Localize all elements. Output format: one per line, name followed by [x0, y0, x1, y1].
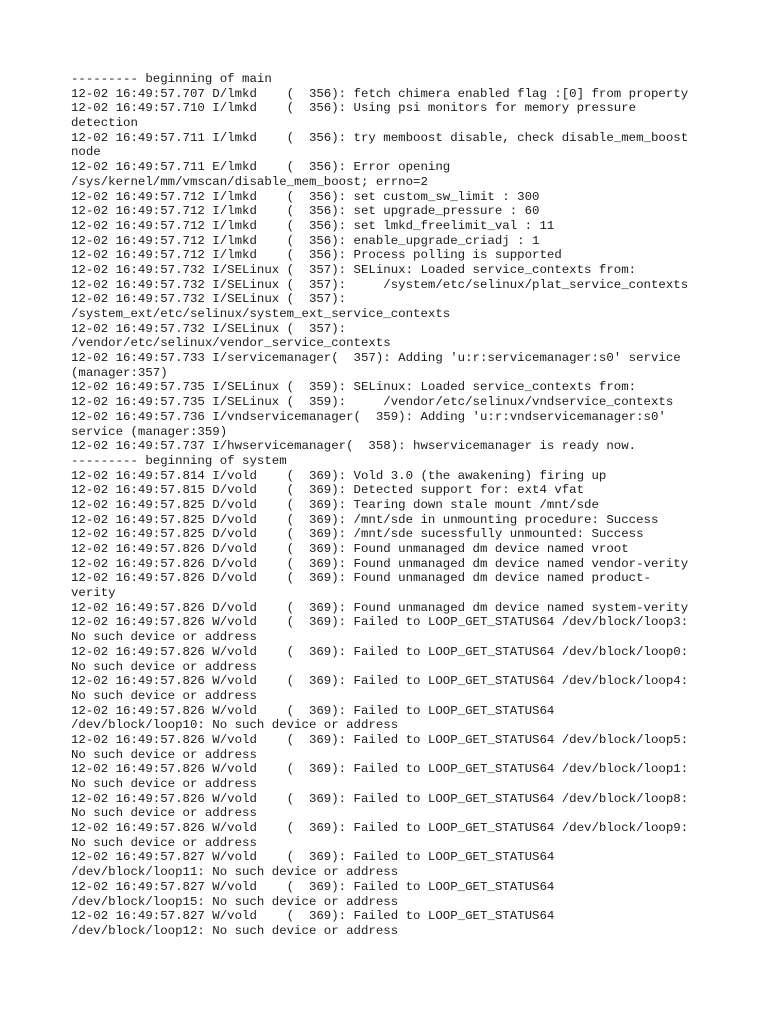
log-line: 12-02 16:49:57.826 W/vold ( 369): Failed to LOOP_GET_STATUS64 /dev/block/loop8:	[71, 791, 689, 806]
log-line: 12-02 16:49:57.826 D/vold ( 369): Found unmanaged dm device named vendor-verity	[71, 556, 689, 571]
log-line: /dev/block/loop11: No such device or address	[71, 865, 399, 880]
log-line: 12-02 16:49:57.826 W/vold ( 369): Failed to LOOP_GET_STATUS64 /dev/block/loop0:	[71, 644, 689, 659]
log-line: 12-02 16:49:57.826 D/vold ( 369): Found unmanaged dm device named vroot	[71, 542, 629, 556]
log-line: 12-02 16:49:57.826 W/vold ( 369): Failed to LOOP_GET_STATUS64 /dev/block/loop1:	[71, 762, 689, 777]
log-line: 12-02 16:49:57.707 D/lmkd ( 356): fetch chimera enabled flag :[0] from property	[71, 86, 689, 101]
log-line: 12-02 16:49:57.826 W/vold ( 369): Failed to LOOP_GET_STATUS64 /dev/block/loop5:	[71, 732, 689, 747]
log-line: --------- beginning of system	[71, 453, 287, 468]
log-line: 12-02 16:49:57.827 W/vold ( 369): Failed to LOOP_GET_STATUS64	[71, 909, 555, 924]
log-line: 12-02 16:49:57.712 I/lmkd ( 356): enable_upgrade_criadj : 1	[71, 233, 540, 248]
log-line: No such device or address	[71, 659, 257, 674]
log-line: 12-02 16:49:57.826 D/vold ( 369): Found unmanaged dm device named product-	[71, 571, 651, 586]
log-line: 12-02 16:49:57.711 E/lmkd ( 356): Error opening	[71, 160, 451, 175]
log-line: 12-02 16:49:57.826 W/vold ( 369): Failed to LOOP_GET_STATUS64 /dev/block/loop3:	[71, 615, 689, 630]
log-line: /sys/kernel/mm/vmscan/disable_mem_boost; errno=2	[71, 174, 428, 189]
log-line: 12-02 16:49:57.826 W/vold ( 369): Failed to LOOP_GET_STATUS64 /dev/block/loop4:	[71, 674, 689, 689]
log-line: 12-02 16:49:57.712 I/lmkd ( 356): set lmkd_freelimit_val : 11	[71, 218, 555, 233]
log-line: 12-02 16:49:57.712 I/lmkd ( 356): Process polling is supported	[71, 248, 562, 263]
log-line: node	[71, 145, 101, 160]
log-line: 12-02 16:49:57.712 I/lmkd ( 356): set custom_sw_limit : 300	[71, 189, 540, 204]
log-line: 12-02 16:49:57.827 W/vold ( 369): Failed to LOOP_GET_STATUS64	[71, 879, 555, 894]
log-line: No such device or address	[71, 835, 257, 850]
log-line: /dev/block/loop12: No such device or address	[71, 923, 399, 938]
log-line: (manager:357)	[71, 365, 168, 380]
log-line: /dev/block/loop15: No such device or address	[71, 894, 399, 909]
log-line: 12-02 16:49:57.825 D/vold ( 369): /mnt/sde in unmounting procedure: Success	[71, 512, 659, 527]
log-line: 12-02 16:49:57.733 I/servicemanager( 357): Adding 'u:r:servicemanager:s0' service	[71, 351, 681, 366]
log-line: 12-02 16:49:57.736 I/vndservicemanager( 359): Adding 'u:r:vndservicemanager:s0'	[71, 409, 666, 424]
log-line: 12-02 16:49:57.825 D/vold ( 369): Tearing down stale mount /mnt/sde	[71, 497, 599, 512]
log-line: 12-02 16:49:57.815 D/vold ( 369): Detected support for: ext4 vfat	[71, 483, 585, 498]
log-line: 12-02 16:49:57.825 D/vold ( 369): /mnt/sde sucessfully unmounted: Success	[71, 527, 644, 542]
log-line: 12-02 16:49:57.826 D/vold ( 369): Found unmanaged dm device named system-verity	[71, 600, 689, 615]
log-line: No such device or address	[71, 747, 257, 762]
log-line: No such device or address	[71, 777, 257, 791]
log-line: No such device or address	[71, 630, 257, 645]
log-line: No such device or address	[71, 688, 257, 703]
log-line: --------- beginning of main	[71, 72, 272, 86]
log-line: 12-02 16:49:57.735 I/SELinux ( 359): SELinux: Loaded service_contexts from:	[71, 380, 637, 395]
log-line: 12-02 16:49:57.737 I/hwservicemanager( 358): hwservicemanager is ready now.	[71, 439, 637, 454]
log-line: 12-02 16:49:57.710 I/lmkd ( 356): Using psi monitors for memory pressure	[71, 101, 637, 116]
log-line: service (manager:359)	[71, 424, 228, 439]
log-line: detection	[71, 116, 138, 131]
log-line: 12-02 16:49:57.732 I/SELinux ( 357):	[71, 292, 347, 307]
log-line: 12-02 16:49:57.732 I/SELinux ( 357):	[71, 321, 347, 336]
log-line: /vendor/etc/selinux/vendor_service_contexts	[71, 336, 391, 351]
log-line: No such device or address	[71, 806, 257, 821]
log-line: /system_ext/etc/selinux/system_ext_service_contexts	[71, 307, 451, 321]
log-line: 12-02 16:49:57.732 I/SELinux ( 357): /system/etc/selinux/plat_service_contexts	[71, 277, 689, 292]
log-line: 12-02 16:49:57.826 W/vold ( 369): Failed to LOOP_GET_STATUS64 /dev/block/loop9:	[71, 821, 689, 836]
log-line: 12-02 16:49:57.711 I/lmkd ( 356): try memboost disable, check disable_mem_boost	[71, 130, 689, 145]
log-document	[71, 72, 761, 939]
log-line: 12-02 16:49:57.735 I/SELinux ( 359): /vendor/etc/selinux/vndservice_contexts	[71, 395, 674, 410]
log-line: 12-02 16:49:57.826 W/vold ( 369): Failed to LOOP_GET_STATUS64	[71, 703, 555, 718]
log-line: 12-02 16:49:57.827 W/vold ( 369): Failed to LOOP_GET_STATUS64	[71, 850, 555, 865]
log-line: verity	[71, 586, 116, 601]
log-line: /dev/block/loop10: No such device or address	[71, 718, 399, 733]
log-line: 12-02 16:49:57.814 I/vold ( 369): Vold 3.0 (the awakening) firing up	[71, 468, 607, 483]
log-line: 12-02 16:49:57.712 I/lmkd ( 356): set upgrade_pressure : 60	[71, 204, 540, 219]
log-lines	[71, 72, 761, 939]
log-line: 12-02 16:49:57.732 I/SELinux ( 357): SELinux: Loaded service_contexts from:	[71, 262, 637, 277]
